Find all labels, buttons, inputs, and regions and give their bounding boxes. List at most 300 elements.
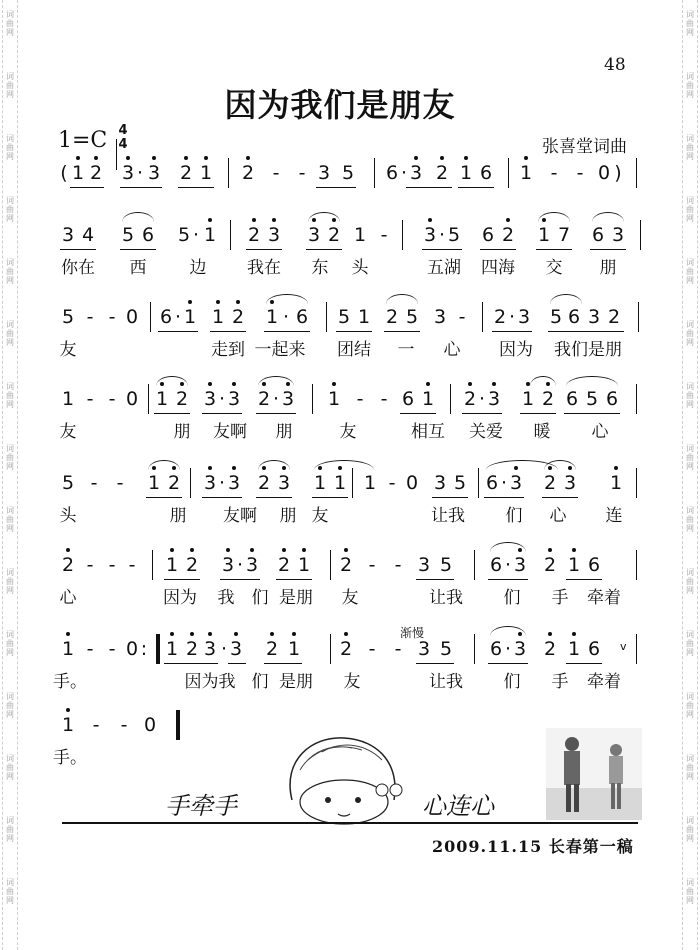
beam-underline <box>548 331 624 332</box>
extension-dash: - <box>298 162 306 184</box>
lyric: 朋 <box>173 422 191 442</box>
beam-underline <box>246 249 282 250</box>
octave-dot <box>190 548 194 552</box>
margin-watermark: 词曲网 <box>6 878 14 905</box>
octave-dot <box>66 708 70 712</box>
note: 1 <box>152 386 172 412</box>
beam-underline <box>384 331 420 332</box>
note: 3 <box>587 306 601 328</box>
dot-mark: · <box>136 162 144 184</box>
beam-underline <box>520 413 556 414</box>
note: 3 <box>200 386 220 412</box>
note: 1 <box>284 636 304 662</box>
margin-watermark: 词曲网 <box>6 816 14 843</box>
note: 7 <box>557 224 571 246</box>
note: 3 <box>224 470 244 496</box>
margin-watermark: 词曲网 <box>686 10 694 37</box>
bar-line <box>636 384 637 414</box>
right-margin-strip <box>682 0 698 950</box>
beam-underline <box>590 249 626 250</box>
slur <box>148 460 180 470</box>
note: 5 <box>61 472 75 494</box>
dot-mark: · <box>220 638 228 660</box>
dot-mark: · <box>500 472 508 494</box>
note: 6 <box>587 638 601 660</box>
note: 5 <box>405 306 419 328</box>
note: 1 <box>180 304 200 330</box>
extension-dash: - <box>368 638 376 660</box>
bar-line <box>230 220 231 250</box>
lyric: 友啊 <box>223 506 257 526</box>
note: 1 <box>58 712 78 738</box>
bar-line <box>326 302 327 332</box>
octave-dot <box>332 382 336 386</box>
lyric: 们 <box>505 506 523 526</box>
bar-line <box>482 302 483 332</box>
couple-photo-icon <box>546 728 642 820</box>
beam-underline <box>564 413 620 414</box>
note: 2 <box>244 222 264 248</box>
margin-watermark: 词曲网 <box>686 134 694 161</box>
lyric: 连 <box>605 506 623 526</box>
note: 3 <box>278 386 298 412</box>
lyric: 我 <box>217 588 235 608</box>
illustration-caption-left: 手牵手 <box>165 792 237 820</box>
extension-dash: - <box>394 638 402 660</box>
beam-underline <box>336 331 372 332</box>
extension-dash: - <box>86 306 94 328</box>
note: 2 <box>86 160 106 186</box>
note: 1 <box>324 386 344 412</box>
note: 1 <box>68 160 88 186</box>
illustration-baseline <box>62 822 638 824</box>
octave-dot <box>170 548 174 552</box>
beam-underline <box>432 497 468 498</box>
extension-dash: - <box>458 306 466 328</box>
note: 5 <box>61 306 75 328</box>
note: 3 <box>560 470 580 496</box>
note: 2 <box>254 386 274 412</box>
bar-line <box>474 550 475 580</box>
repeat-bar-line <box>156 634 160 664</box>
lyric: 我们是朋 <box>554 340 622 360</box>
note: 2 <box>182 636 202 662</box>
note: 3 <box>484 386 504 412</box>
octave-dot <box>506 218 510 222</box>
bar-line <box>478 468 479 498</box>
margin-watermark: 词曲网 <box>6 320 14 347</box>
lyric: 因为 <box>163 588 197 608</box>
slur <box>386 294 418 304</box>
note: 1 <box>606 470 626 496</box>
note: 1 <box>534 222 554 248</box>
note: 2 <box>336 552 356 578</box>
margin-watermark: 词曲网 <box>686 568 694 595</box>
beam-underline <box>492 331 532 332</box>
beam-underline <box>400 413 436 414</box>
extension-dash: - <box>576 162 584 184</box>
octave-dot <box>246 156 250 160</box>
lyric: 让我 <box>429 672 463 692</box>
margin-watermark: 词曲网 <box>6 506 14 533</box>
slur <box>550 294 582 304</box>
margin-watermark: 词曲网 <box>6 10 14 37</box>
note: 6 <box>141 224 155 246</box>
extension-dash: - <box>394 554 402 576</box>
note: 1 <box>418 386 438 412</box>
extension-dash: - <box>128 554 136 576</box>
margin-watermark: 词曲网 <box>686 444 694 471</box>
octave-dot <box>76 156 80 160</box>
beam-underline <box>566 579 602 580</box>
octave-dot <box>152 156 156 160</box>
note: 2 <box>498 222 518 248</box>
bar-line <box>402 220 403 250</box>
beam-underline <box>220 579 260 580</box>
beam-underline <box>416 663 454 664</box>
extension-dash: - <box>86 638 94 660</box>
dot-mark: · <box>174 306 182 328</box>
note: 1 <box>518 386 538 412</box>
slur <box>490 542 526 552</box>
lyric: 相互 <box>411 422 445 442</box>
note: ) <box>614 162 622 184</box>
dot-mark: · <box>400 162 408 184</box>
bar-line <box>640 220 641 250</box>
note: 0 <box>597 162 611 184</box>
margin-watermark: 词曲网 <box>686 692 694 719</box>
slur <box>314 460 374 470</box>
note: 3 <box>304 222 324 248</box>
bar-line <box>508 158 509 188</box>
extension-dash: - <box>86 388 94 410</box>
margin-watermark: 词曲网 <box>6 196 14 223</box>
note: 3 <box>226 636 246 662</box>
lyric: 头 <box>351 258 369 278</box>
slur <box>538 212 570 222</box>
lyric: 友 <box>311 506 329 526</box>
lyric: 心 <box>591 422 609 442</box>
extension-dash: - <box>388 472 396 494</box>
note: 1 <box>363 472 377 494</box>
lyric: 你在 <box>61 258 95 278</box>
note: 1 <box>262 304 282 330</box>
margin-watermark: 词曲网 <box>686 258 694 285</box>
repeat-bar-line <box>176 710 180 740</box>
octave-dot <box>282 548 286 552</box>
time-signature <box>116 124 130 152</box>
note: 3 <box>317 162 331 184</box>
note: 2 <box>540 636 560 662</box>
beam-underline <box>416 579 454 580</box>
lyric: 友 <box>59 340 77 360</box>
beam-underline <box>458 187 494 188</box>
note: 3 <box>406 160 426 186</box>
dot-mark: · <box>272 388 280 410</box>
note: 2 <box>540 552 560 578</box>
note: 3 <box>218 552 238 578</box>
lyric: 走到 <box>211 340 245 360</box>
octave-dot <box>344 548 348 552</box>
lyric: 交 <box>545 258 563 278</box>
octave-dot <box>426 382 430 386</box>
dot-mark: · <box>504 638 512 660</box>
note: 3 <box>417 554 431 576</box>
lyric: 心 <box>59 588 77 608</box>
slur <box>566 376 618 386</box>
octave-dot <box>614 466 618 470</box>
beam-underline <box>120 249 156 250</box>
lyric: 牵着 <box>587 672 621 692</box>
octave-dot <box>232 466 236 470</box>
note: 6 <box>481 224 495 246</box>
octave-dot <box>66 548 70 552</box>
beam-underline <box>488 663 528 664</box>
note: 3 <box>510 552 530 578</box>
note: : <box>140 638 148 660</box>
dot-mark: · <box>438 224 446 246</box>
lyric: 团结 <box>337 340 371 360</box>
lyric: 四海 <box>481 258 515 278</box>
lyric: 友 <box>341 588 359 608</box>
octave-dot <box>440 156 444 160</box>
bar-line <box>228 158 229 188</box>
beam-underline <box>164 663 218 664</box>
note: 2 <box>58 552 78 578</box>
bar-line <box>450 384 451 414</box>
note: 0 <box>125 388 139 410</box>
score-line <box>58 222 640 278</box>
note: 1 <box>200 222 220 248</box>
dot-mark: · <box>282 306 290 328</box>
note: 3 <box>611 224 625 246</box>
note: 1 <box>61 388 75 410</box>
slur <box>592 212 624 222</box>
note: 6 <box>587 554 601 576</box>
octave-dot <box>170 632 174 636</box>
margin-watermark: 词曲网 <box>6 72 14 99</box>
lyric: 友 <box>339 422 357 442</box>
margin-watermark: 词曲网 <box>686 878 694 905</box>
score-line <box>58 386 640 442</box>
margin-watermark: 词曲网 <box>686 630 694 657</box>
note: 2 <box>228 304 248 330</box>
octave-dot <box>208 632 212 636</box>
note: 2 <box>607 306 621 328</box>
time-signature-numerator: 4 <box>118 123 128 138</box>
note: 2 <box>336 636 356 662</box>
note: 3 <box>433 472 447 494</box>
tempo-mark: 渐慢 <box>400 626 425 640</box>
margin-watermark: 词曲网 <box>686 382 694 409</box>
beam-underline <box>146 497 182 498</box>
beam-underline <box>536 249 572 250</box>
octave-dot <box>302 548 306 552</box>
note: 3 <box>242 552 262 578</box>
beam-underline <box>70 187 104 188</box>
lyric: 牵着 <box>587 588 621 608</box>
octave-dot <box>572 548 576 552</box>
lyric: 朋 <box>279 506 297 526</box>
bar-line <box>190 468 191 498</box>
octave-dot <box>492 382 496 386</box>
beam-underline <box>566 663 602 664</box>
beam-underline <box>178 187 214 188</box>
dot-mark: · <box>218 388 226 410</box>
lyric: 让我 <box>429 588 463 608</box>
extension-dash: - <box>92 714 100 736</box>
extension-dash: - <box>380 388 388 410</box>
note: 1 <box>144 470 164 496</box>
key-signature: 1=C <box>58 128 108 153</box>
note: 6 <box>385 162 399 184</box>
octave-dot <box>548 548 552 552</box>
beam-underline <box>406 187 452 188</box>
note: 5 <box>341 162 355 184</box>
bar-line <box>636 550 637 580</box>
note: 3 <box>417 638 431 660</box>
note: 6 <box>489 638 503 660</box>
note: 0 <box>125 638 139 660</box>
note: 0 <box>143 714 157 736</box>
margin-watermark: 词曲网 <box>6 444 14 471</box>
lyric: 边 <box>189 258 207 278</box>
beam-underline <box>256 497 292 498</box>
octave-dot <box>216 300 220 304</box>
lyric: 一起来 <box>254 340 306 360</box>
margin-watermark: 词曲网 <box>6 568 14 595</box>
slur <box>266 294 308 304</box>
lyric: 我在 <box>247 258 281 278</box>
lyric: 友 <box>59 422 77 442</box>
octave-dot <box>94 156 98 160</box>
beam-underline <box>202 413 242 414</box>
lyric: 心 <box>549 506 567 526</box>
note: 6 <box>567 306 581 328</box>
note: 3 <box>274 470 294 496</box>
note: 1 <box>162 636 182 662</box>
dot-mark: · <box>478 388 486 410</box>
octave-dot <box>524 156 528 160</box>
margin-watermark: 词曲网 <box>686 196 694 223</box>
bar-line <box>150 302 151 332</box>
note: 3 <box>506 470 526 496</box>
left-margin-strip <box>2 0 18 950</box>
beam-underline <box>422 249 462 250</box>
slur <box>490 626 526 636</box>
note: 3 <box>61 224 75 246</box>
beam-underline <box>256 413 296 414</box>
extension-dash: - <box>108 638 116 660</box>
lyric: 暖 <box>533 422 551 442</box>
margin-watermark: 词曲网 <box>6 630 14 657</box>
lyric: 关爱 <box>469 422 503 442</box>
time-signature-denominator: 4 <box>118 137 128 152</box>
margin-watermark: 词曲网 <box>686 320 694 347</box>
lyric: 一 <box>397 340 415 360</box>
score-line <box>58 304 640 360</box>
credit: 张喜堂词曲 <box>542 137 627 157</box>
note: 5 <box>549 306 563 328</box>
margin-watermark: 词曲网 <box>6 258 14 285</box>
octave-dot <box>236 300 240 304</box>
lyric: 们 <box>503 672 521 692</box>
note: 4 <box>81 224 95 246</box>
octave-dot <box>234 632 238 636</box>
extension-dash: - <box>108 554 116 576</box>
lyric: 友 <box>343 672 361 692</box>
lyric: 让我 <box>431 506 465 526</box>
bar-line <box>474 634 475 664</box>
bar-line <box>152 550 153 580</box>
lyric: 头 <box>59 506 77 526</box>
note: 2 <box>493 306 507 328</box>
octave-dot <box>190 632 194 636</box>
note: 0 <box>125 306 139 328</box>
beam-underline <box>264 331 310 332</box>
extension-dash: - <box>272 162 280 184</box>
beam-underline <box>312 497 348 498</box>
extension-dash: - <box>90 472 98 494</box>
extension-dash: - <box>108 388 116 410</box>
beam-underline <box>164 579 200 580</box>
illustration-caption-right: 心连心 <box>422 792 494 820</box>
octave-dot <box>272 218 276 222</box>
score-line <box>53 636 640 692</box>
bar-line <box>374 158 375 188</box>
dot-mark: · <box>504 554 512 576</box>
slur <box>258 376 294 386</box>
note: 1 <box>564 552 584 578</box>
margin-watermark: 词曲网 <box>686 506 694 533</box>
note: 2 <box>274 552 294 578</box>
extension-dash: - <box>120 714 128 736</box>
note: 1 <box>162 552 182 578</box>
note: 6 <box>479 162 493 184</box>
beam-underline <box>276 579 312 580</box>
beam-underline <box>484 497 524 498</box>
note: 6 <box>489 554 503 576</box>
note: 2 <box>385 306 399 328</box>
note: 5 <box>121 224 135 246</box>
beam-underline <box>542 497 578 498</box>
lyric: 因为我 <box>184 672 236 692</box>
note: 6 <box>159 306 173 328</box>
lyric: 朋 <box>169 506 187 526</box>
score-line <box>58 160 640 196</box>
note: 3 <box>200 636 220 662</box>
extension-dash: - <box>108 306 116 328</box>
lyric: 手 <box>551 672 569 692</box>
bar-line <box>636 634 637 664</box>
note: 5 <box>453 472 467 494</box>
beam-underline <box>154 413 190 414</box>
octave-dot <box>464 156 468 160</box>
bar-line <box>312 384 313 414</box>
lyric: 是朋 <box>279 672 313 692</box>
beam-underline <box>462 413 502 414</box>
bar-line <box>638 302 639 332</box>
note: 3 <box>200 470 220 496</box>
lyric: 们 <box>251 672 269 692</box>
beam-underline <box>60 249 96 250</box>
note: 1 <box>357 306 371 328</box>
lyric: 手。 <box>53 672 87 692</box>
note: 3 <box>517 306 531 328</box>
lyric: 们 <box>251 588 269 608</box>
note: 1 <box>58 636 78 662</box>
octave-dot <box>232 382 236 386</box>
